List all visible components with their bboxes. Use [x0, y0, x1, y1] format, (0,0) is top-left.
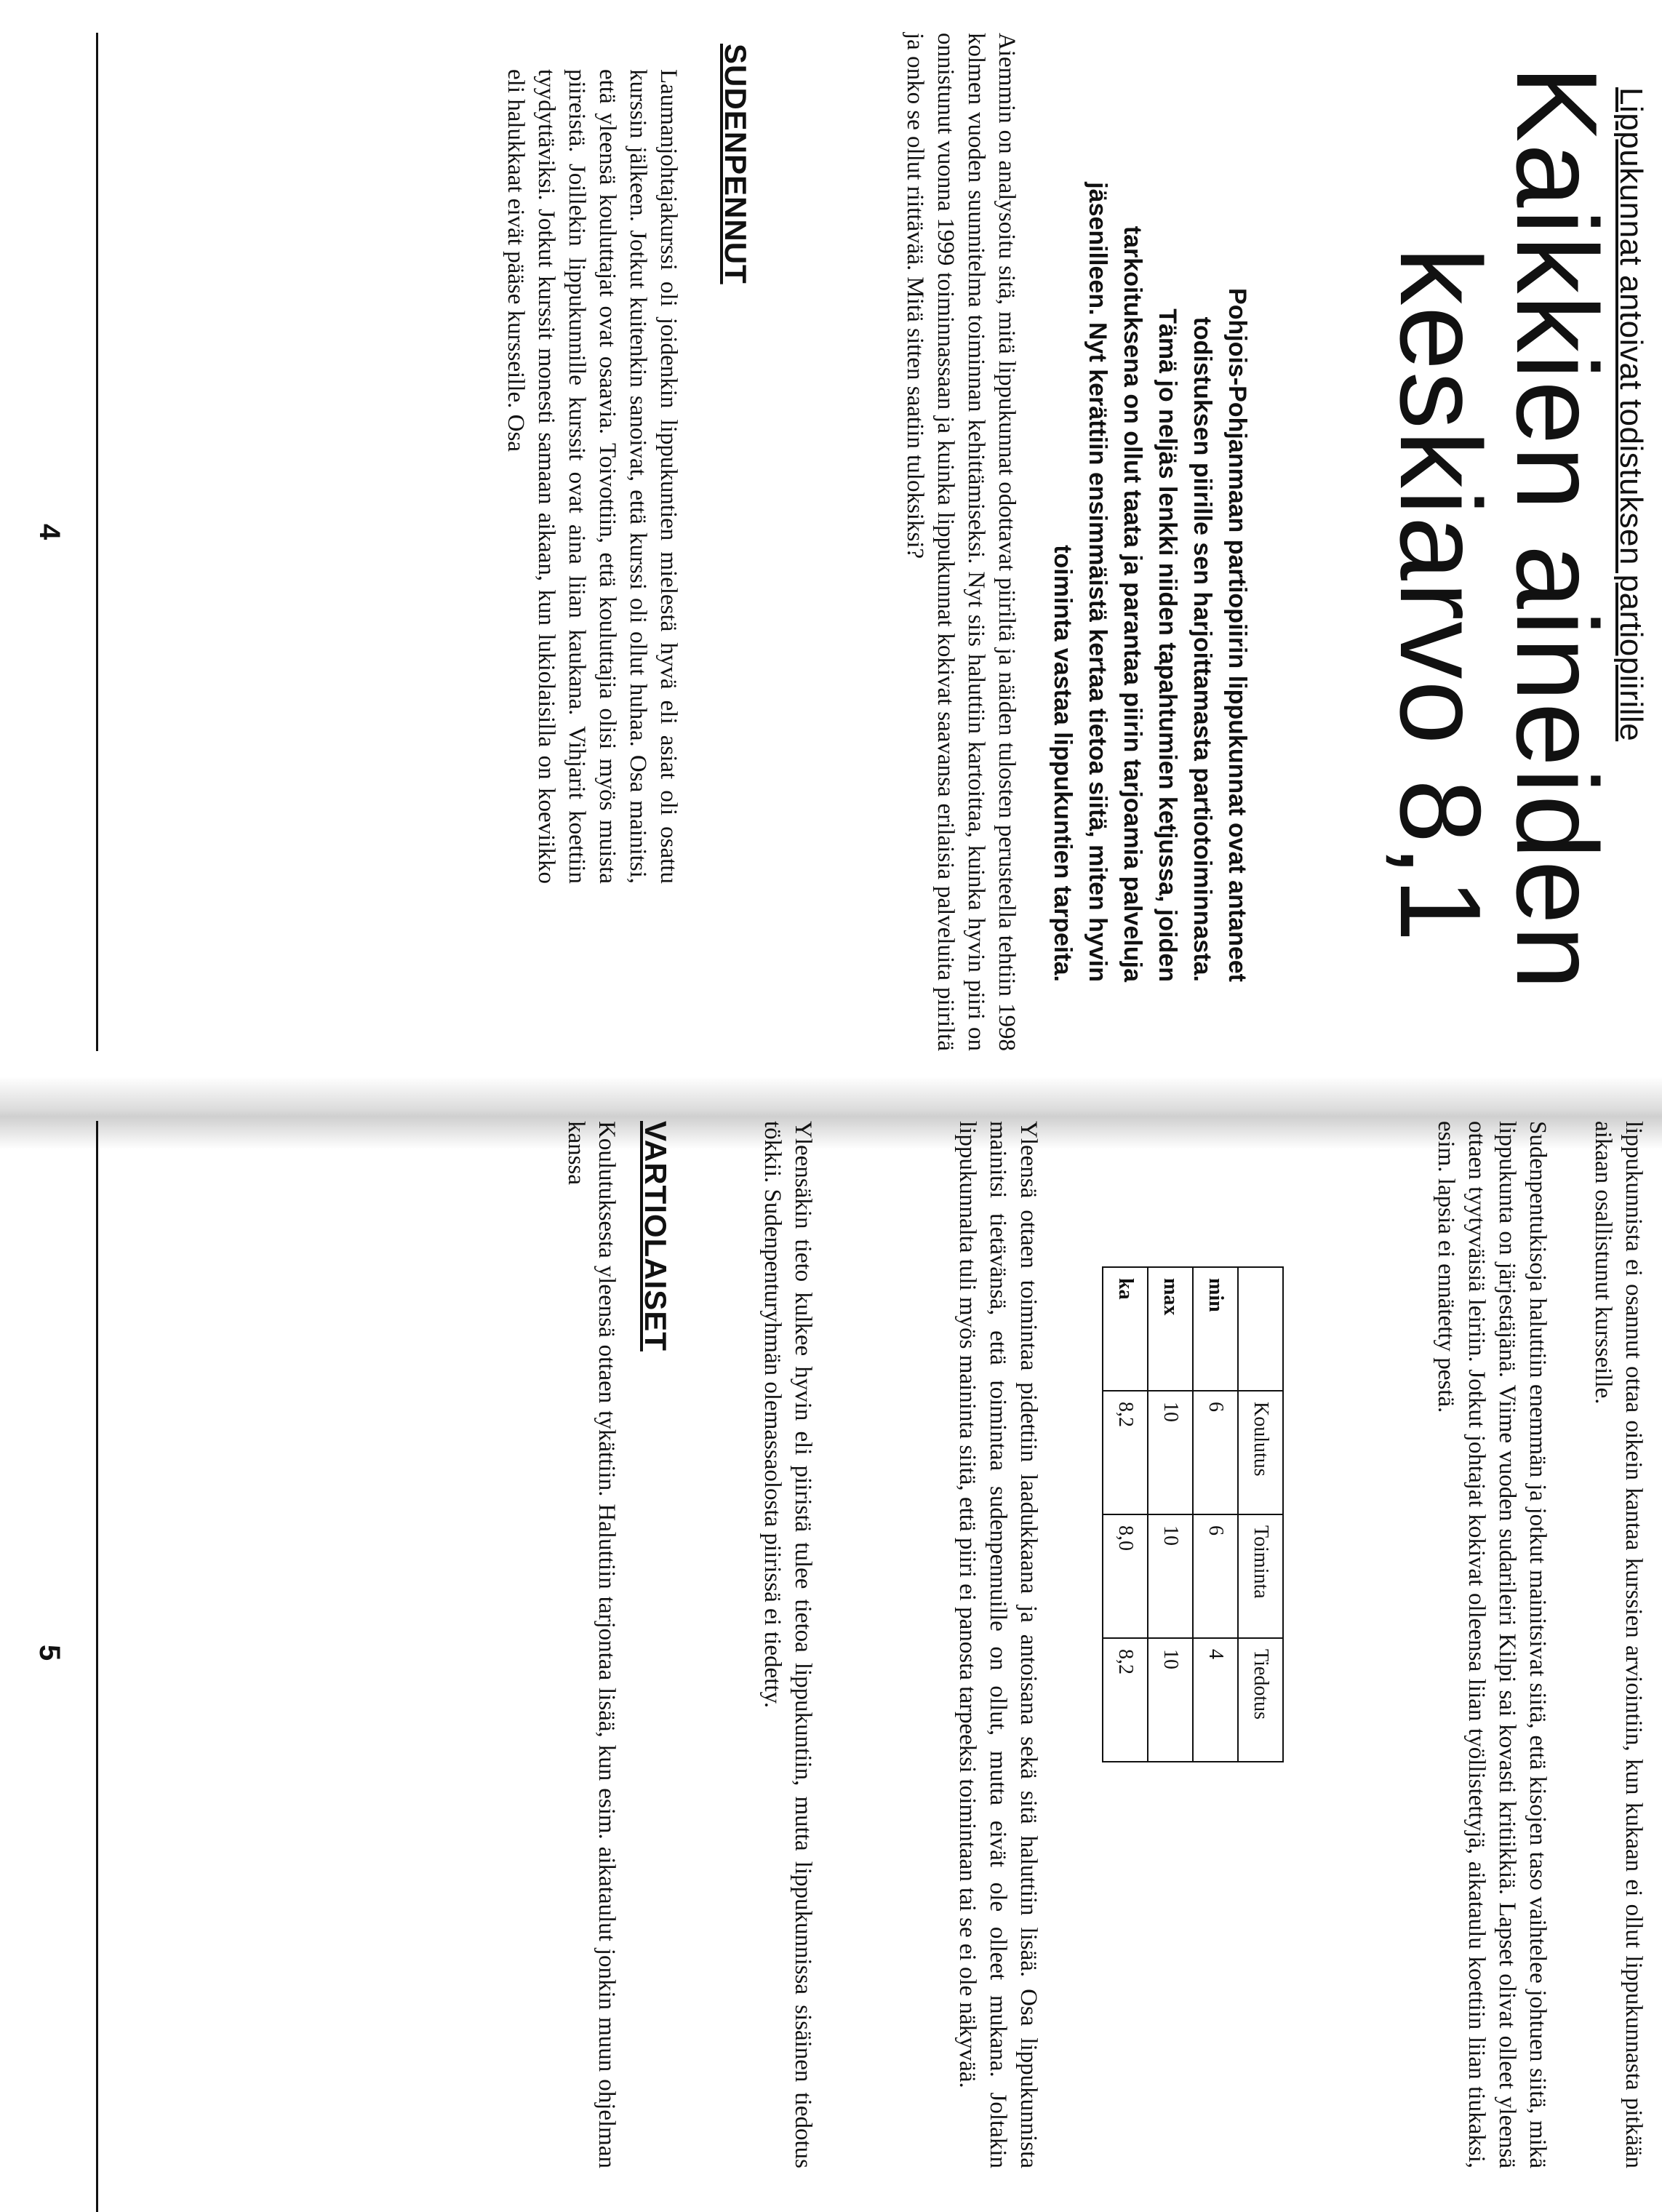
body-paragraph-laumanjohtaja: Laumanjohtajakurssi oli joidenkin lippukuntien mielestä hyvä eli asiat oli osattu kurssin jälkeen. Jotkut kuitenkin sanoivat, että kurssi oli ollut huhaa. Osa mainitsi, että yleensä kouluttajat ovat osaavia. Toivottiin, että kouluttajia olisi myös muista piireistä. Joillekin lippukunnille kurssit ovat aina liian kaukana. Vihjarit koettiin tyydyttäviksi. Jotkut kurssit monesti samaan aikaan, kun lukiolaisilla on koeviikko eli halukkaat eivät pääse kursseille. Osa [503, 69, 682, 884]
body-paragraph-continuation: lippukunnista ei osannut ottaa oikein kantaa kurssien arviointiin, kun kukaan ei ollut lippukunnasta pitkään aikaan osallistunut kursseille. [1590, 1121, 1647, 2168]
table-header-cell: Toiminta [1238, 1514, 1283, 1638]
table-cell: 10 [1148, 1391, 1193, 1514]
table-row [1148, 1267, 1193, 1762]
article-title-line1: Kaikkien aineiden [1493, 65, 1621, 991]
table-header-row [1238, 1267, 1283, 1762]
body-paragraph-tiedotus: Yleensäkin tieto kulkee hyvin eli piiristä tulee tietoa lippukuntiin, mutta lippukunnissa sisäinen tiedotus tökkii. Sudenpenturyhmän olemassaolosta piirissä ei tiedetty. [759, 1121, 816, 2168]
table-cell: 8,2 [1103, 1638, 1148, 1762]
footer-rule [96, 33, 98, 1051]
intro-paragraph: Aiemmin on analysoitu sitä, mitä lippukunnat odottavat piiriltä ja näiden tulosten perusteella tehtiin 1998 kolmen vuoden suunnitelma toiminnan kehittämiseksi. Nyt siis haluttiin kartoittaa, kuinka hyvin piiri on onnistunut vuonna 1999 toiminnassaan ja kuinka lippukunnat kokivat saavansa erilaisia palveluita piiriltä ja onko se ollut riittävää. Mitä sitten saatiin tuloksiksi? [902, 33, 1020, 1051]
table-header-cell: Koulutus [1238, 1391, 1283, 1514]
page-number: 4 [33, 524, 65, 540]
table-row [1193, 1267, 1238, 1762]
section-heading-vartiolaiset: VARTIOLAISET [639, 1121, 673, 1351]
table-cell: 6 [1193, 1514, 1238, 1638]
lead-paragraph-1: Pohjois-Pohjanmaan partiopiirin lippukunnat ovat antaneet todistuksen piirille sen harjoittamasta partiotoiminnasta. [1188, 288, 1251, 982]
table-cell: 8,0 [1103, 1514, 1148, 1638]
article-lead [1045, 167, 1255, 982]
body-paragraph-koulutus: Koulutuksesta yleensä ottaen tykättiin. Haluttiin tarjontaa lisää, kun esim. aikataulut jonkin muun ohjelman kanssa [563, 1121, 620, 2168]
body-paragraph-sudenpentukisat: Sudenpentukisoja haluttiin enemmän ja jotkut mainitsivat siitä, että kisojen taso vaihtelee johtuen siitä, mikä lippukunta on järjestäjänä. Viime vuoden sudarileiri Kilpi sai kovasti kritiikkiä. Lapset olivat olleet yleensä ottaen tyytyväisiä leiriin. Jotkut johtajat kokivat olleensa liian työllistettyjä, aikataulu koettiin liian tiukaksi, esim. lapsia ei ennätetty pestä. [1433, 1121, 1551, 2168]
page-4 [0, 0, 1662, 1091]
table-row-label: max [1148, 1267, 1193, 1391]
table-row [1103, 1267, 1148, 1762]
section-heading-sudenpennut: SUDENPENNUT [719, 44, 753, 284]
table-row-label: min [1193, 1267, 1238, 1391]
table-cell: 10 [1148, 1638, 1193, 1762]
table-header-cell: Tiedotus [1238, 1638, 1283, 1762]
table-cell: 6 [1193, 1391, 1238, 1514]
footer-rule [96, 1121, 98, 2212]
page-number: 5 [33, 1645, 65, 1661]
grades-table [1102, 1266, 1284, 1762]
article-title-line2: keskiarvo 8,1 [1376, 247, 1504, 943]
page-5 [0, 1121, 1662, 2212]
table-corner-cell [1238, 1267, 1283, 1391]
lead-paragraph-2: Tämä jo neljäs lenkki niiden tapahtumien ketjussa, joiden tarkoituksena on ollut taata ja parantaa piirin tarjoamia palveluja jäsenilleen. Nyt kerättiin ensimmäistä kertaa tietoa siitä, miten hyvin toiminta vastaa lippukuntien tarpeita. [1049, 182, 1181, 982]
table-cell: 4 [1193, 1638, 1238, 1762]
table-cell: 8,2 [1103, 1391, 1148, 1514]
body-paragraph-toiminta: Yleensä ottaen toimintaa pidettiin laadukkaana ja antoisana sekä sitä haluttiin lisää. Osa lippukunnista mainitsi tietävänsä, että toimintaa sudenpennuille on ollut, mutta eivät ole olleet mukana. Joltakin lippukunnalta tuli myös maininta siitä, että piiri ei panosta tarpeeksi toimintaan tai se ei ole näkyvää. [954, 1121, 1042, 2168]
article-kicker: Lippukunnat antoivat todistuksen partiopiirille [1613, 87, 1649, 742]
table-row-label: ka [1103, 1267, 1148, 1391]
table-cell: 10 [1148, 1514, 1193, 1638]
